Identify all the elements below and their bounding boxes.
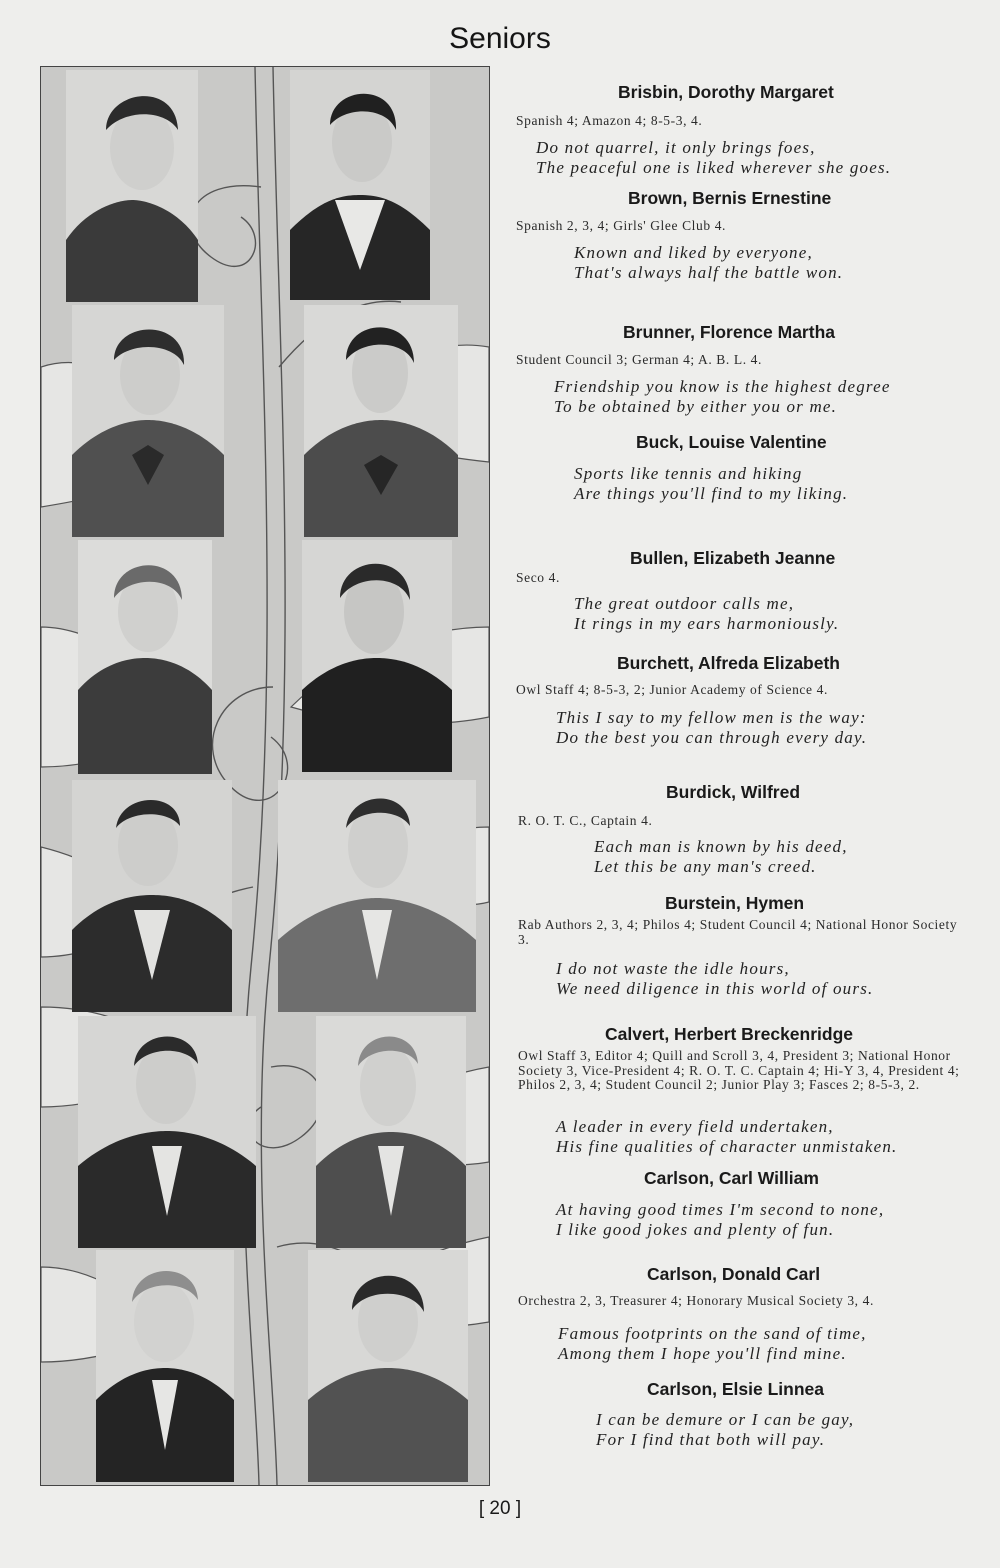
- portrait-photo: [302, 540, 452, 772]
- portrait-photo: [78, 1016, 256, 1248]
- verse-line: Sports like tennis and hiking: [574, 464, 803, 483]
- verse-line: Do not quarrel, it only brings foes,: [536, 138, 816, 157]
- verse-line: That's always half the battle won.: [574, 263, 844, 282]
- senior-activities: Owl Staff 4; 8-5-3, 2; Junior Academy of Science 4.: [516, 682, 828, 697]
- portrait-photo: [316, 1016, 466, 1248]
- verse-line: Let this be any man's creed.: [594, 857, 817, 876]
- senior-verse: [556, 1117, 898, 1157]
- verse-line: The great outdoor calls me,: [574, 594, 795, 613]
- senior-name: Burdick, Wilfred: [666, 782, 801, 802]
- portrait-photo: [66, 70, 198, 302]
- verse-line: It rings in my ears harmoniously.: [574, 614, 840, 633]
- senior-verse: [574, 243, 843, 283]
- senior-verse: [554, 377, 891, 417]
- verse-line: Each man is known by his deed,: [594, 837, 848, 856]
- verse-line: A leader in every field undertaken,: [556, 1117, 834, 1136]
- senior-verse: [556, 708, 867, 748]
- senior-activities: Spanish 4; Amazon 4; 8-5-3, 4.: [516, 113, 703, 128]
- senior-activities: Spanish 2, 3, 4; Girls' Glee Club 4.: [516, 218, 727, 233]
- senior-name: Buck, Louise Valentine: [636, 432, 827, 452]
- verse-line: This I say to my fellow men is the way:: [556, 708, 867, 727]
- senior-verse: [574, 464, 848, 504]
- portrait-photo: [72, 305, 224, 537]
- senior-verse: [596, 1410, 854, 1450]
- senior-name: Carlson, Donald Carl: [647, 1264, 821, 1284]
- verse-line: Famous footprints on the sand of time,: [558, 1324, 867, 1343]
- senior-name: Brown, Bernis Ernestine: [628, 188, 832, 208]
- senior-name: Carlson, Carl William: [644, 1168, 819, 1188]
- portrait-photo: [290, 70, 430, 300]
- senior-activities: Owl Staff 3, Editor 4; Quill and Scroll 3, 4, President 3; National Honor Society 3, Vice-President 4; R. O. T. C. Captain 4; Hi-Y 3, 4, President 4; Philos 2, 3, 4; Student Council 2; Junior Play 3; Fasces 2; 8-5-3, 2.: [518, 1048, 960, 1092]
- senior-name: Burstein, Hymen: [665, 893, 805, 913]
- verse-line: For I find that both will pay.: [596, 1430, 826, 1449]
- senior-activities: R. O. T. C., Captain 4.: [518, 813, 653, 828]
- verse-line: Do the best you can through every day.: [556, 728, 868, 747]
- page-number: [ 20 ]: [478, 1498, 522, 1519]
- verse-line: At having good times I'm second to none,: [556, 1200, 885, 1219]
- portrait-photo: [308, 1250, 468, 1482]
- verse-line: Friendship you know is the highest degree: [554, 377, 891, 396]
- verse-line: The peaceful one is liked wherever she goes.: [536, 158, 892, 177]
- portrait-photo: [78, 540, 212, 774]
- senior-name: Bullen, Elizabeth Jeanne: [630, 548, 836, 568]
- senior-verse: [594, 837, 848, 877]
- senior-name: Calvert, Herbert Breckenridge: [605, 1024, 854, 1044]
- verse-line: Among them I hope you'll find mine.: [558, 1344, 847, 1363]
- verse-line: Are things you'll find to my liking.: [574, 484, 849, 503]
- portrait-photo: [304, 305, 458, 537]
- verse-line: His fine qualities of character unmistaken.: [556, 1137, 898, 1156]
- portrait-photo: [72, 780, 232, 1012]
- senior-activities: Rab Authors 2, 3, 4; Philos 4; Student Council 4; National Honor Society 3.: [518, 917, 958, 947]
- senior-name: Brunner, Florence Martha: [623, 322, 835, 342]
- page-title: Seniors: [449, 22, 551, 55]
- portrait-photo: [278, 780, 476, 1012]
- senior-verse: [556, 1200, 884, 1240]
- senior-verse: [556, 959, 873, 999]
- verse-line: I do not waste the idle hours,: [556, 959, 790, 978]
- verse-line: To be obtained by either you or me.: [554, 397, 838, 416]
- senior-name: Carlson, Elsie Linnea: [647, 1379, 824, 1399]
- senior-activities: Student Council 3; German 4; A. B. L. 4.: [516, 352, 762, 367]
- senior-activities: Orchestra 2, 3, Treasurer 4; Honorary Musical Society 3, 4.: [518, 1293, 874, 1308]
- senior-verse: [558, 1324, 867, 1364]
- verse-line: Known and liked by everyone,: [574, 243, 813, 262]
- portrait-photo: [96, 1250, 234, 1482]
- verse-line: I can be demure or I can be gay,: [596, 1410, 855, 1429]
- senior-name: Brisbin, Dorothy Margaret: [618, 82, 834, 102]
- senior-verse: [536, 138, 891, 178]
- senior-name: Burchett, Alfreda Elizabeth: [617, 653, 840, 673]
- senior-verse: [574, 594, 839, 634]
- verse-line: I like good jokes and plenty of fun.: [556, 1220, 835, 1239]
- verse-line: We need diligence in this world of ours.: [556, 979, 874, 998]
- senior-activities: Seco 4.: [516, 570, 560, 585]
